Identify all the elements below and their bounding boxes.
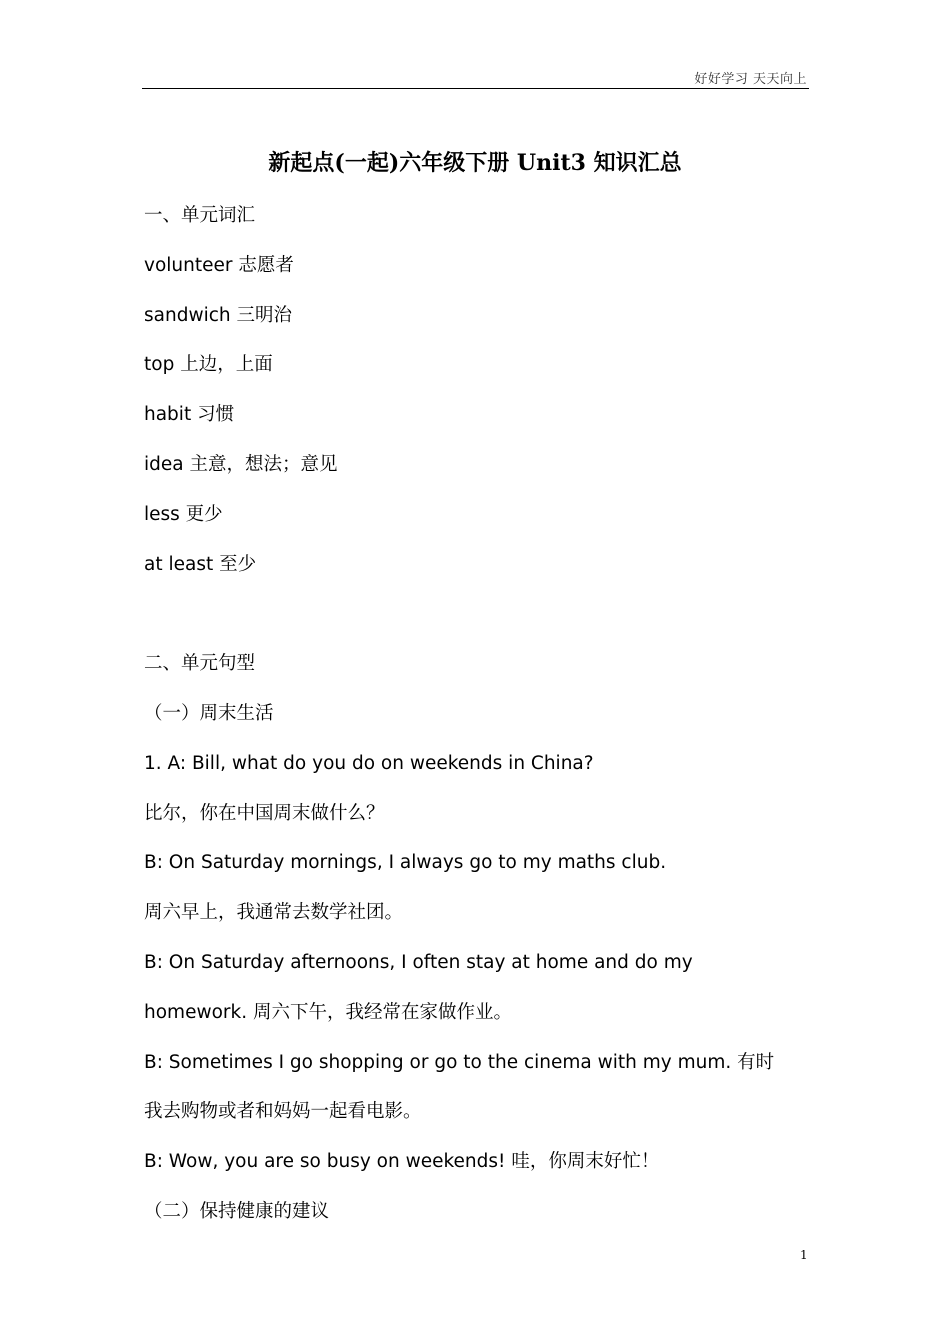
blank-line <box>144 601 809 651</box>
sentence-line: B: Wow, you are so busy on weekends! 哇，你周末好忙！ <box>144 1151 660 1173</box>
vocab-item: at least 至少 <box>144 553 257 575</box>
sentence-line: B: Sometimes I go shopping or go to the cinema with my mum. 有时 <box>144 1051 775 1073</box>
page-number: 1 <box>800 1248 808 1262</box>
vocab-item: top 上边，上面 <box>144 354 273 376</box>
vocab-item: idea 主意，想法；意见 <box>144 453 338 475</box>
sentence-line: B: On Saturday mornings, I always go to my maths club. <box>144 852 667 874</box>
vocab-item: habit 习惯 <box>144 404 235 426</box>
sentence-line: homework. 周六下午，我经常在家做作业。 <box>144 1001 512 1023</box>
section-heading-vocabulary: 一、单元词汇 <box>144 205 256 226</box>
section-heading-sentences: 二、单元句型 <box>144 653 256 675</box>
sentence-line: B: On Saturday afternoons, I often stay at home and do my <box>144 951 693 973</box>
subheading-weekend-life: （一）周末生活 <box>144 702 274 724</box>
subheading-health-advice: （二）保持健康的建议 <box>144 1200 330 1222</box>
document-title: 新起点(一起)六年级下册 Unit3 知识汇总 <box>268 150 682 176</box>
sentence-line: 周六早上，我通常去数学社团。 <box>144 902 404 924</box>
vocab-item: less 更少 <box>144 503 223 525</box>
sentence-line: 1. A: Bill, what do you do on weekends in China? <box>144 752 594 774</box>
header-divider <box>142 88 809 89</box>
vocab-item: sandwich 三明治 <box>144 304 292 326</box>
sentence-line: 我去购物或者和妈妈一起看电影。 <box>144 1101 422 1123</box>
vocab-item: volunteer 志愿者 <box>144 254 294 276</box>
document-body <box>144 203 809 1249</box>
sentence-line: 比尔，你在中国周末做什么？ <box>144 802 385 824</box>
page-header-text: 好好学习 天天向上 <box>694 72 807 87</box>
